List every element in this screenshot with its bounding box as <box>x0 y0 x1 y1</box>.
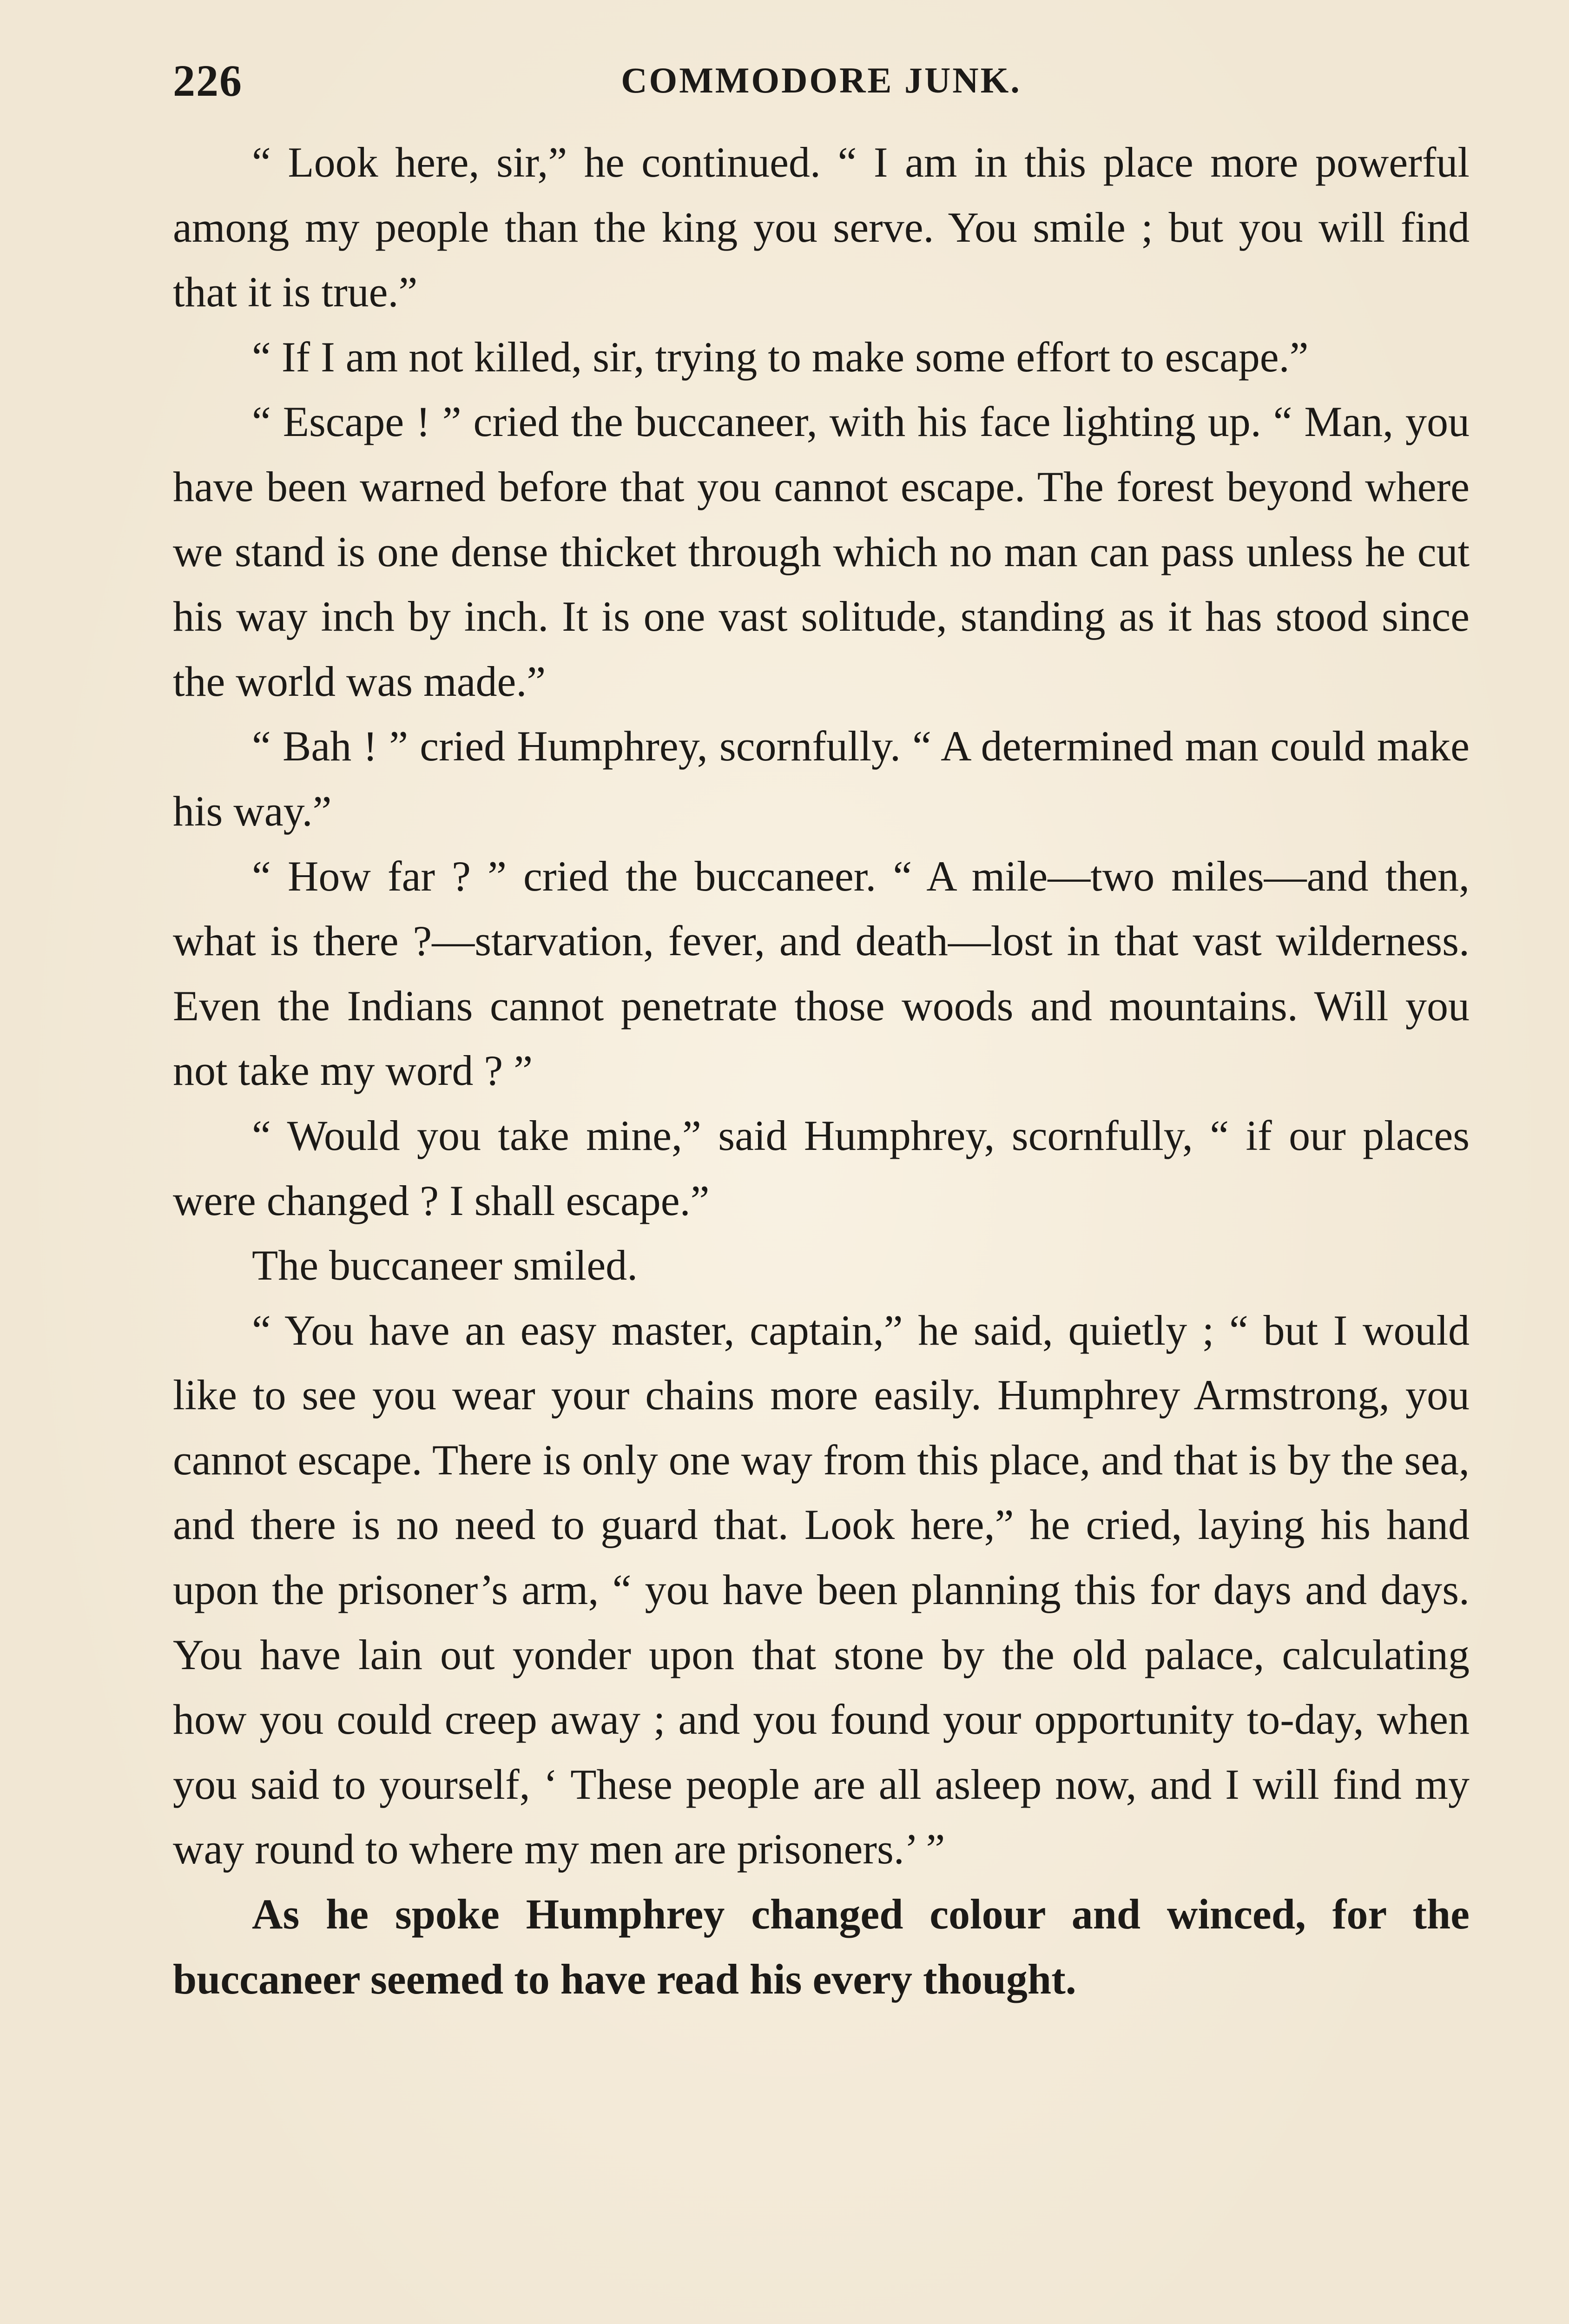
page-number: 226 <box>173 56 243 106</box>
paragraph: “ If I am not killed, sir, trying to make some effort to escape.” <box>252 333 1309 381</box>
paragraph: “ Bah ! ” cried Humphrey, scornfully. “ A determined man could make his way.” <box>173 722 1470 835</box>
paragraph: The buccaneer smiled. <box>252 1241 638 1289</box>
paragraph: “ How far ? ” cried the buccaneer. “ A mile—two miles—and then, what is there ?—starvation, fever, and death—lost in that vast wilderness. Even the Indians cannot penetrate those woods and mountains. Will you not take my word ? ” <box>173 852 1470 1095</box>
paragraph: “ Would you take mine,” said Humphrey, scornfully, “ if our places were changed ? I shall escape.” <box>173 1111 1470 1224</box>
paragraph: As he spoke Humphrey changed colour and winced, for the buccaneer seemed to have read his every thought. <box>173 1890 1470 2003</box>
body-text <box>173 130 1470 2012</box>
running-head: COMMODORE JUNK. <box>621 60 1022 100</box>
page-header <box>173 55 1470 111</box>
paragraph: “ Escape ! ” cried the buccaneer, with his face lighting up. “ Man, you have been warned before that you cannot escape. The forest beyond where we stand is one dense thicket through which no man can pass unless he cut his way inch by inch. It is one vast solitude, standing as it has stood since the world was made.” <box>173 398 1470 705</box>
paragraph: “ Look here, sir,” he continued. “ I am in this place more powerful among my people than the king you serve. You smile ; but you will find that it is true.” <box>173 139 1470 316</box>
paragraph: “ You have an easy master, captain,” he said, quietly ; “ but I would like to see you wear your chains more easily. Humphrey Armstrong, you cannot escape. There is only one way from this place, and that is by the sea, and there is no need to guard that. Look here,” he cried, laying his hand upon the prisoner’s arm, “ you have been planning this for days and days. You have lain out yonder upon that stone by the old palace, calculating how you could creep away ; and you found your opportunity to-day, when you said to yourself, ‘ These people are all asleep now, and I will find my way round to where my men are prisoners.’ ” <box>173 1306 1470 1873</box>
